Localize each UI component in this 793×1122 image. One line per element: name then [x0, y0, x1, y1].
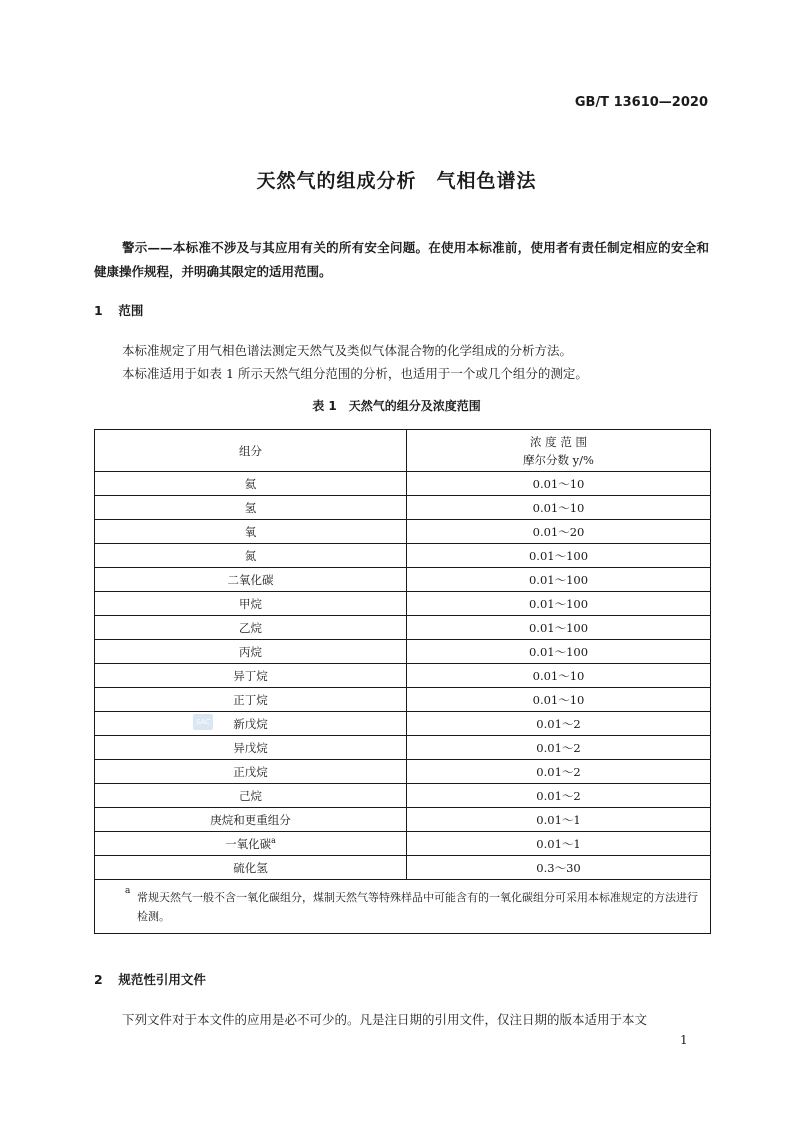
section-1-heading	[94, 301, 143, 319]
component-cell: 新戊烷	[95, 712, 407, 736]
table-row	[95, 520, 711, 544]
table-row	[95, 616, 711, 640]
component-cell: 庚烷和更重组分	[95, 808, 407, 832]
table-row	[95, 712, 711, 736]
range-cell: 0.01～2	[407, 760, 711, 784]
table-row	[95, 568, 711, 592]
footnote-mark: a	[125, 886, 131, 896]
safety-warning: 警示——本标准不涉及与其应用有关的所有安全问题。在使用本标准前，使用者有责任制定相应的安全和健康操作规程，并明确其限定的适用范围。	[94, 240, 709, 279]
footnote-ref: a	[271, 835, 276, 845]
component-cell: 硫化氢	[95, 856, 407, 880]
sac-watermark-logo: SAC	[193, 714, 213, 730]
range-cell: 0.01～100	[407, 592, 711, 616]
range-header-line-2: 摩尔分数 y/%	[523, 452, 594, 467]
table-row	[95, 496, 711, 520]
range-cell: 0.01～100	[407, 544, 711, 568]
component-cell: 氮	[95, 544, 407, 568]
range-cell: 0.01～10	[407, 472, 711, 496]
component-column-header: 组分	[95, 430, 407, 472]
range-cell: 0.01～20	[407, 520, 711, 544]
table-footnote	[95, 880, 711, 934]
range-cell: 0.01～2	[407, 784, 711, 808]
table-row	[95, 688, 711, 712]
range-cell: 0.01～100	[407, 568, 711, 592]
table-row	[95, 784, 711, 808]
table-row	[95, 760, 711, 784]
table-row	[95, 472, 711, 496]
range-cell: 0.01～2	[407, 736, 711, 760]
document-title: 天然气的组成分析 气相色谱法	[256, 170, 537, 192]
table-row	[95, 808, 711, 832]
range-cell: 0.01～100	[407, 616, 711, 640]
table-header-row	[95, 430, 711, 472]
table-row	[95, 640, 711, 664]
component-cell: 己烷	[95, 784, 407, 808]
range-cell: 0.01～100	[407, 640, 711, 664]
scope-paragraph-1: 本标准规定了用气相色谱法测定天然气及类似气体混合物的化学组成的分析方法。	[122, 343, 573, 358]
range-cell: 0.01～1	[407, 808, 711, 832]
range-cell: 0.01～2	[407, 712, 711, 736]
component-cell: 正丁烷	[95, 688, 407, 712]
table-footnote-row	[95, 880, 711, 934]
table-row	[95, 832, 711, 856]
footnote-text: 常规天然气一般不含一氧化碳组分，煤制天然气等特殊样品中可能含有的一氧化碳组分可采用本标准规定的方法进行检测。	[137, 890, 698, 923]
component-cell: 一氧化碳$^a$	[95, 832, 407, 856]
component-cell: 氧	[95, 520, 407, 544]
table-row	[95, 544, 711, 568]
table-row	[95, 592, 711, 616]
range-column-header	[407, 430, 711, 472]
section-1-number: 1	[94, 303, 103, 318]
component-cell: 丙烷	[95, 640, 407, 664]
scope-paragraph-2: 本标准适用于如表 1 所示天然气组分范围的分析，也适用于一个或几个组分的测定。	[122, 366, 588, 381]
section-2-number: 2	[94, 972, 103, 987]
component-cell: 异丁烷	[95, 664, 407, 688]
component-cell: 甲烷	[95, 592, 407, 616]
range-cell: 0.01～10	[407, 496, 711, 520]
table-caption: 表 1 天然气的组分及浓度范围	[312, 399, 481, 413]
section-2-title: 规范性引用文件	[118, 972, 206, 987]
component-cell: 异戊烷	[95, 736, 407, 760]
component-cell: 正戊烷	[95, 760, 407, 784]
section-1-title: 范围	[118, 303, 144, 318]
component-cell: 乙烷	[95, 616, 407, 640]
composition-table	[94, 429, 711, 934]
normative-references-paragraph: 下列文件对于本文件的应用是必不可少的。凡是注日期的引用文件，仅注日期的版本适用于本文	[122, 1012, 648, 1027]
page-number: 1	[680, 1033, 688, 1047]
range-cell: 0.01～1	[407, 832, 711, 856]
component-cell: 氦	[95, 472, 407, 496]
range-cell: 0.01～10	[407, 664, 711, 688]
table-row	[95, 664, 711, 688]
range-cell: 0.01～10	[407, 688, 711, 712]
table-row	[95, 736, 711, 760]
component-cell: 氢	[95, 496, 407, 520]
section-2-heading	[94, 970, 206, 988]
range-cell: 0.3～30	[407, 856, 711, 880]
range-header-line-1: 浓 度 范 围	[530, 434, 587, 449]
table-row	[95, 856, 711, 880]
component-cell: 二氧化碳	[95, 568, 407, 592]
standard-code: GB/T 13610—2020	[574, 95, 708, 110]
